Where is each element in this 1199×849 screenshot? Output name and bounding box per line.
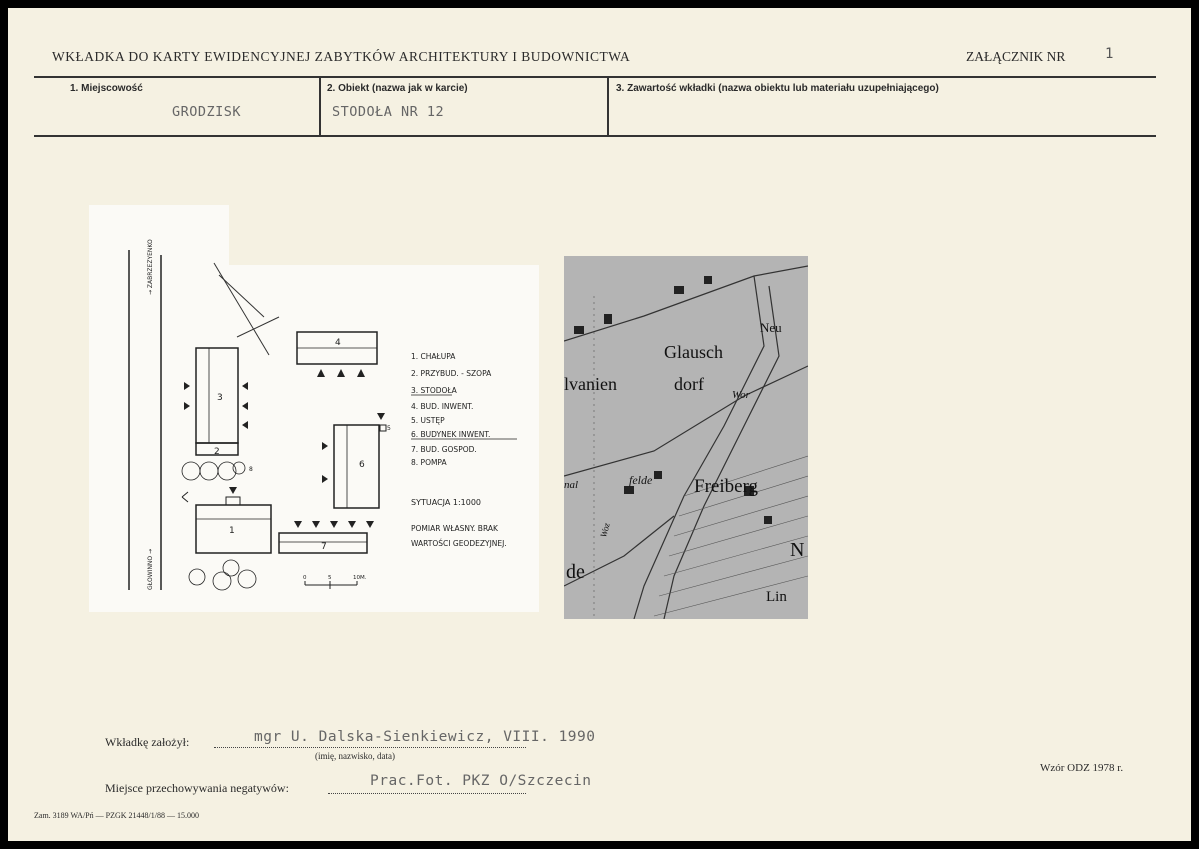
building-4-number: 4	[335, 338, 341, 348]
road-label-top: → ZABRZEZYENKO	[147, 239, 154, 295]
site-plan-sketch	[89, 205, 539, 612]
map-label-lvanien: lvanien	[564, 374, 617, 394]
field-divider-2	[607, 78, 609, 136]
created-by-hint: (imię, nazwisko, data)	[315, 751, 395, 761]
road-label-bottom: GŁOWINNO →	[147, 548, 154, 590]
map-label-nal: nal	[564, 479, 579, 491]
place-value: GRODZISK	[172, 104, 242, 120]
attachment-number: 1	[1105, 46, 1114, 62]
building-3-number: 3	[217, 393, 223, 403]
document-title: WKŁADKA DO KARTY EWIDENCYJNEJ ZABYTKÓW ARCHITEKTURY I BUDOWNICTWA	[52, 49, 631, 64]
legend-item-4: 4. BUD. INWENT.	[411, 402, 474, 411]
place-label: 1. Miejscowość	[70, 83, 143, 94]
storage-label: Miejsce przechowywania negatywów:	[105, 781, 289, 795]
fields-rule	[34, 135, 1156, 137]
legend-item-7: 7. BUD. GOSPOD.	[411, 445, 477, 454]
scale-title: SYTUACJA 1:1000	[411, 498, 482, 507]
building-5-number: 5	[387, 425, 391, 432]
map-label-n: N	[790, 539, 805, 561]
map-label-freiberg: Freiberg	[694, 476, 759, 497]
field-divider-1	[319, 78, 321, 136]
document-sheet	[8, 8, 1191, 841]
pump-number: 8	[249, 466, 253, 473]
map-label-felde: felde	[629, 473, 653, 487]
legend-item-8: 8. POMPA	[411, 458, 447, 467]
created-by-value: mgr U. Dalska-Sienkiewicz, VIII. 1990	[254, 729, 596, 745]
created-by-label: Wkładkę założył:	[105, 735, 190, 749]
survey-note-line-2: WARTOŚCI GEODEZYJNEJ.	[411, 539, 507, 548]
header-rule	[34, 76, 1156, 78]
form-reference: Wzór ODZ 1978 r.	[1040, 762, 1124, 774]
building-2-number: 2	[214, 447, 220, 457]
map-label-de: de	[566, 561, 585, 583]
attachment-label: ZAŁĄCZNIK NR	[966, 49, 1066, 64]
building-7-number: 7	[321, 542, 327, 552]
map-label-neu: Neu	[760, 320, 782, 335]
scale-tick-10: 10M.	[353, 575, 367, 581]
legend-item-1: 1. CHAŁUPA	[411, 352, 456, 361]
object-value: STODOŁA NR 12	[332, 104, 445, 120]
scale-tick-0: 0	[303, 575, 307, 581]
storage-dotted-line	[328, 793, 526, 794]
scale-tick-5: 5	[328, 575, 332, 581]
map-label-woz: Woz	[598, 521, 612, 539]
map-label-glausch: Glausch	[664, 342, 723, 362]
created-by-dotted-line	[214, 747, 526, 748]
legend-item-2: 2. PRZYBUD. - SZOPA	[411, 369, 492, 378]
legend-item-6: 6. BUDYNEK INWENT.	[411, 430, 491, 439]
legend-item-3: 3. STODOŁA	[411, 386, 457, 395]
survey-note-line-1: POMIAR WŁASNY. BRAK	[411, 524, 498, 533]
building-1-number: 1	[229, 526, 235, 536]
historical-map-photo	[564, 256, 808, 619]
map-label-lin: Lin	[766, 589, 787, 605]
map-label-wor: Wor	[732, 389, 750, 401]
print-reference: Zam. 3189 WA/Pń — PZGK 21448/1/88 — 15.000	[34, 811, 199, 820]
contents-label: 3. Zawartość wkładki (nazwa obiektu lub materiału uzupełniającego)	[616, 83, 939, 94]
map-label-dorf: dorf	[674, 374, 704, 394]
building-6-number: 6	[359, 460, 365, 470]
object-label: 2. Obiekt (nazwa jak w karcie)	[327, 83, 468, 94]
storage-value: Prac.Fot. PKZ O/Szczecin	[370, 773, 592, 789]
legend-item-5: 5. USTĘP	[411, 416, 445, 425]
